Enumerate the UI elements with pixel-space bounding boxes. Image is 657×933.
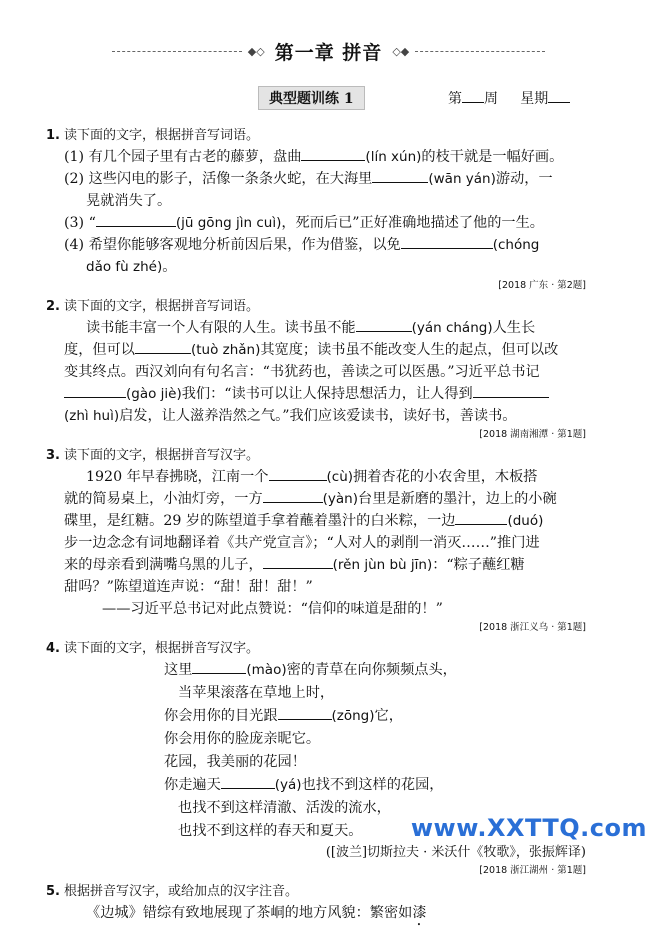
question-2: 2. 读下面的文字，根据拼音写词语。 读书能丰富一个人有限的人生。读书虽不能 (yán cháng)人生长 度，但可以 (tuò zhǎn)其宽度；读书虽不能改变人生的起点，但可以改 变其终点。西汉刘向有句名言：“书犹药也，善读之可以医愚。”习近平总书记 (gào jiè)我们：“读书可以让人保持思想活力，让人得到 (zhì huì)启发，让人滋养浩然之气。”我们应该爱读书，读好书，善读书。 [2018 湖南湘潭 · 第1题] <box>46 299 586 440</box>
right-rule <box>415 51 545 52</box>
answer-blank[interactable] <box>455 510 507 525</box>
answer-blank[interactable] <box>192 659 246 674</box>
source-tag: [2018 浙江湖州 · 第1题] <box>479 865 586 876</box>
poem: 这里 (mào)密的青草在向你频频点头， 当苹果滚落在草地上时， 你会用你的目光跟 (zōng)它， 你会用你的脸庞亲昵它。 花园，我美丽的花园！ 你走遍天 (yá)也找不到这样的花园， 也找不到这样清澈、活泼的流水， 也找不到这样的春天和夏天。 <box>46 659 586 843</box>
source-tag: [2018 浙江义乌 · 第1题] <box>479 622 586 633</box>
question-heading: 1. 读下面的文字，根据拼音写词语。 <box>46 128 259 143</box>
questions <box>46 126 586 933</box>
left-rule <box>112 51 242 52</box>
question-1: 1. 读下面的文字，根据拼音写词语。 (1) 有几个园子里有古老的藤萝，盘曲 (lín xún)的枝干就是一幅好画。 (2) 这些闪电的影子，活像一条条火蛇，在大海里 (wān yán)游动，一 晃就消失了。 (3) “ (jū gōng jìn cuì)，死而后已”正好准确地描述了他的一生。 (4) 希望你能够客观地分析前因后果，作为借鉴，以免 (chóng dǎo fù zhé)。 [2018 广东 · 第2题] <box>46 128 586 291</box>
chapter-title: 第一章 拼音 <box>274 42 383 64</box>
source-tag: [2018 湖南湘潭 · 第1题] <box>479 429 586 440</box>
question-5: 5. 根据拼音写汉字，或给加点的汉字注音。 《边城》错综有致地展现了茶峒的地方风貌：繁密如漆 <box>46 882 586 929</box>
week-prefix: 第 <box>448 91 462 107</box>
weekday-blank <box>548 90 570 103</box>
ornament-icon: ◆◇ <box>247 45 265 58</box>
training-row <box>0 86 657 110</box>
source-tag: [2018 广东 · 第2题] <box>498 280 586 291</box>
watermark-text: www.XXTTQ.com <box>410 814 647 842</box>
answer-blank[interactable] <box>473 383 549 398</box>
question-heading: 5. 根据拼音写汉字，或给加点的汉字注音。 <box>46 884 298 899</box>
answer-blank[interactable] <box>263 554 333 569</box>
answer-blank[interactable] <box>372 168 428 183</box>
answer-blank[interactable] <box>263 488 323 503</box>
weekday-label: 星期 <box>520 91 549 107</box>
question-heading: 2. 读下面的文字，根据拼音写词语。 <box>46 299 259 314</box>
question-4 <box>46 639 586 878</box>
chapter-header <box>0 38 657 65</box>
answer-blank[interactable] <box>135 339 191 354</box>
week-field <box>448 88 570 108</box>
question-heading: 3. 读下面的文字，根据拼音写汉字。 <box>46 448 259 463</box>
answer-blank[interactable] <box>64 383 126 398</box>
answer-blank[interactable] <box>269 466 327 481</box>
answer-blank[interactable] <box>401 234 493 249</box>
week-mid: 周 <box>484 91 498 107</box>
answer-blank[interactable] <box>301 146 365 161</box>
answer-blank[interactable] <box>278 705 332 720</box>
question-3: 3. 读下面的文字，根据拼音写汉字。 1920 年早春拂晓，江南一个 (cù)拥着杏花的小农舍里，木板搭 就的简易桌上，小油灯旁，一方 (yàn)台里是新磨的墨汁，边上的小碗 碟里，是红糖。29 岁的陈望道手拿着蘸着墨汁的白米粽，一边 (duó) 步一边念念有词地翻译着《共产党宣言》；“人对人的剥削一消灭……”推门进 来的母亲看到满嘴乌黑的儿子， (rěn jùn bù jīn)：“粽子蘸红糖 甜吗？”陈望道连声说：“甜！甜！甜！” ——习近平总书记对此点赞说：“信仰的味道是甜的！” [2018 浙江义乌 · 第1题] <box>46 448 586 633</box>
answer-blank[interactable] <box>221 774 275 789</box>
question-heading: 4. 读下面的文字，根据拼音写汉字。 <box>46 641 259 656</box>
week-blank <box>462 90 484 103</box>
answer-blank[interactable] <box>96 212 176 227</box>
dotted-character: 漆 <box>412 905 427 921</box>
answer-blank[interactable] <box>356 317 412 332</box>
ornament-icon: ◇◆ <box>392 45 410 58</box>
training-label: 典型题训练 1 <box>258 86 365 110</box>
poem-credit: ([波兰]切斯拉夫 · 米沃什《牧歌》，张振辉译) <box>325 845 586 860</box>
